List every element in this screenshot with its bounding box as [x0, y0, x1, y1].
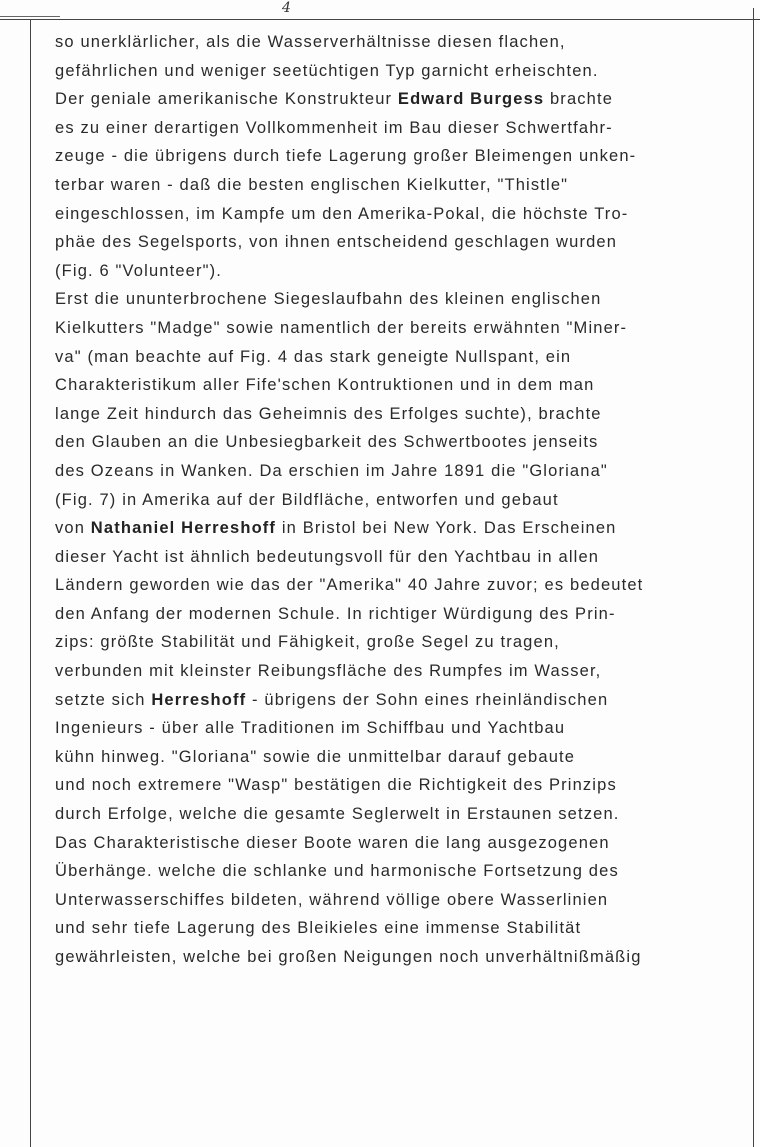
text-run: zeuge - die übrigens durch tiefe Lagerung großer Bleimengen unken- — [55, 147, 637, 166]
text-line — [55, 829, 745, 858]
text-run: Kielkutters "Madge" sowie namentlich der bereits erwähnten "Miner- — [55, 318, 628, 337]
text-line — [55, 771, 745, 800]
text-run: Überhänge. welche die schlanke und harmonische Fortsetzung des — [55, 862, 619, 881]
text-run: (Fig. 7) in Amerika auf der Bildfläche, entworfen und gebaut — [55, 490, 559, 509]
text-run: lange Zeit hindurch das Geheimnis des Erfolges suchte), brachte — [55, 404, 602, 423]
text-line — [55, 371, 745, 400]
text-line — [55, 257, 745, 286]
text-run: gefährlichen und weniger seetüchtigen Typ garnicht erheischten. — [55, 61, 599, 80]
text-run: Das Charakteristische dieser Boote waren die lang ausgezogenen — [55, 833, 610, 852]
text-run: brachte — [544, 90, 614, 109]
text-run: va" (man beachte auf Fig. 4 das stark geneigte Nullspant, ein — [55, 347, 572, 366]
text-run: in Bristol bei New York. Das Erscheinen — [276, 519, 617, 538]
text-run: setzte sich — [55, 690, 152, 709]
text-run: und noch extremere "Wasp" bestätigen die Richtigkeit des Prinzips — [55, 776, 617, 795]
text-run: dieser Yacht ist ähnlich bedeutungsvoll für den Yachtbau in allen — [55, 547, 600, 566]
text-line — [55, 714, 745, 743]
text-line — [55, 657, 745, 686]
text-line — [55, 28, 745, 57]
text-line — [55, 743, 745, 772]
text-run: den Anfang der modernen Schule. In richtiger Würdigung des Prin- — [55, 604, 616, 623]
text-run: es zu einer derartigen Vollkommenheit im Bau dieser Schwertfahr- — [55, 118, 613, 137]
text-line — [55, 228, 745, 257]
text-line — [55, 800, 745, 829]
text-line — [55, 686, 745, 715]
text-line — [55, 914, 745, 943]
text-line — [55, 114, 745, 143]
text-run: gewährleisten, welche bei großen Neigungen noch unverhältnißmäßig — [55, 948, 642, 966]
text-line — [55, 285, 745, 314]
text-line — [55, 514, 745, 543]
person-name: Herreshoff — [151, 690, 247, 709]
text-line — [55, 314, 745, 343]
body-text — [55, 28, 745, 972]
page-number: 4 — [282, 0, 291, 16]
text-line — [55, 57, 745, 86]
text-line — [55, 457, 745, 486]
text-line — [55, 85, 745, 114]
text-run: Charakteristikum aller Fife'schen Kontruktionen und in dem man — [55, 376, 595, 395]
text-run: phäe des Segelsports, von ihnen entscheidend geschlagen wurden — [55, 233, 618, 252]
person-name: Nathaniel Herreshoff — [90, 519, 277, 538]
text-run: des Ozeans in Wanken. Da erschien im Jahre 1891 die "Gloriana" — [55, 461, 608, 480]
text-line — [55, 600, 745, 629]
right-margin-rule — [753, 8, 754, 1147]
text-line — [55, 886, 745, 915]
text-run: den Glauben an die Unbesiegbarkeit des Schwertbootes jenseits — [55, 433, 599, 452]
text-run: verbunden mit kleinster Reibungsfläche des Rumpfes im Wasser, — [55, 662, 602, 681]
text-line — [55, 943, 745, 972]
text-run: durch Erfolge, welche die gesamte Seglerwelt in Erstaunen setzen. — [55, 805, 620, 824]
text-run: Erst die ununterbrochene Siegeslaufbahn des kleinen englischen — [55, 290, 602, 309]
text-line — [55, 343, 745, 372]
text-line — [55, 200, 745, 229]
text-run: kühn hinweg. "Gloriana" sowie die unmittelbar darauf gebaute — [55, 747, 576, 766]
text-run: Ländern geworden wie das der "Amerika" 40 Jahre zuvor; es bedeutet — [55, 576, 644, 595]
top-border-rule — [0, 19, 760, 20]
text-run: und sehr tiefe Lagerung des Bleikieles eine immense Stabilität — [55, 919, 582, 938]
person-name: Edward Burgess — [397, 90, 545, 109]
text-line — [55, 486, 745, 515]
text-run: von — [55, 519, 91, 538]
text-run: Unterwasserschiffes bildeten, während völlige obere Wasserlinien — [55, 890, 609, 909]
text-line — [55, 571, 745, 600]
text-line — [55, 543, 745, 572]
text-line — [55, 400, 745, 429]
text-run: terbar waren - daß die besten englischen Kielkutter, "Thistle" — [55, 175, 569, 194]
top-left-rule — [0, 16, 60, 17]
text-run: eingeschlossen, im Kampfe um den Amerika-Pokal, die höchste Tro- — [55, 204, 629, 223]
text-run: (Fig. 6 "Volunteer"). — [55, 261, 223, 280]
text-run: - übrigens der Sohn eines rheinländischen — [246, 690, 609, 709]
text-run: zips: größte Stabilität und Fähigkeit, große Segel zu tragen, — [55, 633, 560, 652]
text-run: Ingenieurs - über alle Traditionen im Schiffbau und Yachtbau — [55, 719, 566, 738]
text-line — [55, 142, 745, 171]
text-run: Der geniale amerikanische Konstrukteur — [55, 90, 398, 109]
text-line — [55, 857, 745, 886]
text-line — [55, 171, 745, 200]
text-line — [55, 628, 745, 657]
text-run: so unerklärlicher, als die Wasserverhältnisse diesen flachen, — [55, 33, 566, 51]
text-line — [55, 428, 745, 457]
left-margin-rule — [30, 19, 31, 1147]
